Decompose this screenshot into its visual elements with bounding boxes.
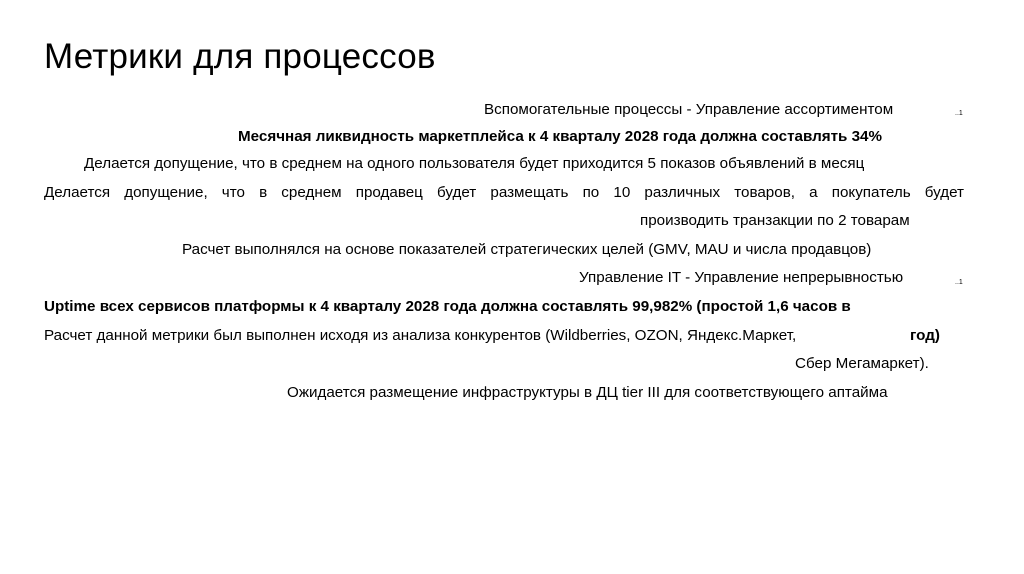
section1-assumption1: Делается допущение, что в среднем на одного пользователя будет приходится 5 показов объявлений в месяц — [84, 155, 865, 172]
section2-heading: Управление IT - Управление непрерывностью — [579, 269, 904, 286]
section2-calculation-line1: Расчет данной метрики был выполнен исходя из анализа конкурентов (Wildberries, OZON, Яндекс.Маркет, — [44, 327, 797, 344]
section1-assumption2-line1: Делается допущение, что в среднем продавец будет размещать по 10 различных товаров, а покупатель будет — [44, 184, 964, 201]
section2-metric-tail: год) — [910, 327, 940, 344]
slide-title: Метрики для процессов — [44, 37, 436, 76]
section1-list-marker: ..1 — [955, 110, 963, 117]
section1-metric: Месячная ликвидность маркетплейса к 4 кварталу 2028 года должна составлять 34% — [238, 128, 883, 145]
section2-metric: Uptime всех сервисов платформы к 4 кварталу 2028 года должна составлять 99,982% (простой 1,6 часов в — [44, 298, 851, 315]
section1-heading: Вспомогательные процессы - Управление ассортиментом — [484, 101, 894, 118]
section1-calculation: Расчет выполнялся на основе показателей стратегических целей (GMV, MAU и числа продавцов) — [182, 241, 872, 258]
section2-calculation-line2: Сбер Мегамаркет). — [795, 355, 929, 372]
section2-list-marker: ..1 — [955, 279, 963, 286]
section1-assumption2-line2: производить транзакции по 2 товарам — [640, 212, 910, 229]
section2-expectation: Ожидается размещение инфраструктуры в ДЦ tier III для соответствующего аптайма — [287, 384, 888, 401]
